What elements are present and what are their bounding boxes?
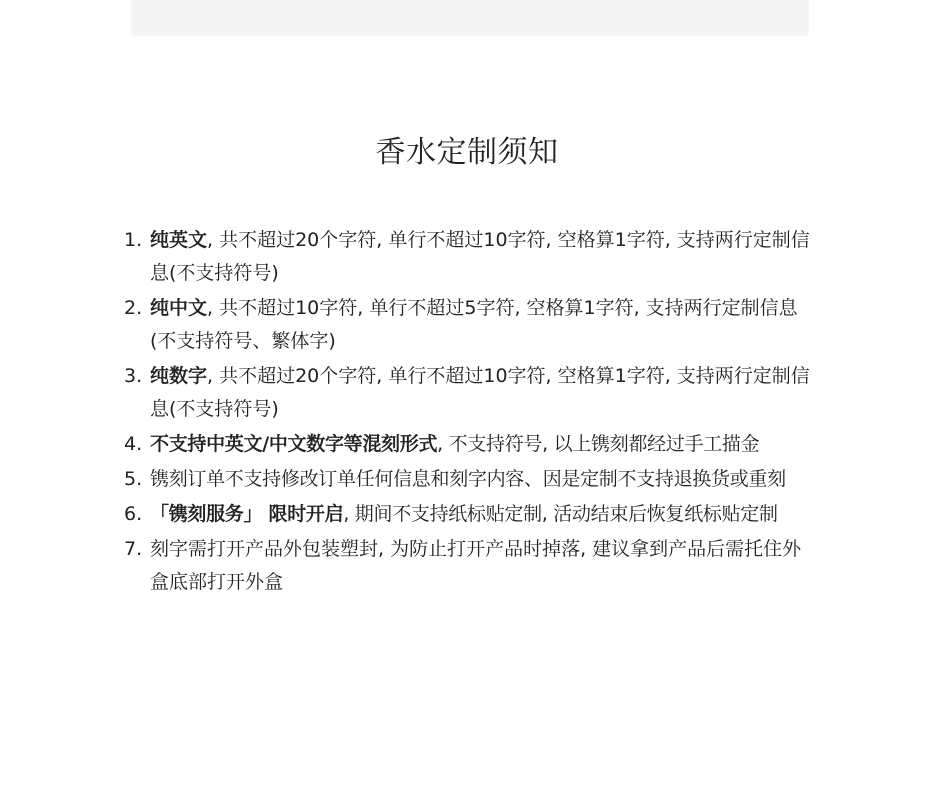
- item-emphasis: 纯英文: [150, 229, 208, 251]
- page-title: 香水定制须知: [375, 135, 559, 170]
- item-number: 6.: [124, 503, 143, 525]
- notice-item-5: [118, 463, 818, 496]
- item-number: 7.: [124, 538, 143, 560]
- notice-item-7: [118, 533, 818, 599]
- item-body: [150, 533, 818, 599]
- item-emphasis: 「镌刻服务」 限时开启: [150, 503, 344, 525]
- item-text: , 共不超过10字符, 单行不超过5字符, 空格算1字符, 支持两行定制信息(不支持符号、繁体字): [150, 297, 798, 352]
- item-number: 4.: [124, 433, 143, 455]
- top-banner-strip: [131, 0, 809, 36]
- item-body: [150, 360, 818, 426]
- item-text: , 不支持符号, 以上镌刻都经过手工描金: [437, 433, 760, 455]
- item-text: , 期间不支持纸标贴定制, 活动结束后恢复纸标贴定制: [343, 503, 778, 525]
- item-emphasis: 纯中文: [150, 297, 208, 319]
- item-emphasis: 纯数字: [150, 365, 208, 387]
- item-number: 1.: [124, 229, 143, 251]
- item-text: , 共不超过20个字符, 单行不超过10字符, 空格算1字符, 支持两行定制信息(不支持符号): [150, 229, 810, 284]
- item-body: [150, 428, 818, 461]
- item-text: 镌刻订单不支持修改订单任何信息和刻字内容、因是定制不支持退换货或重刻: [150, 468, 786, 490]
- item-body: [150, 292, 818, 358]
- item-number: 3.: [124, 365, 143, 387]
- item-number: 2.: [124, 297, 143, 319]
- notice-item-3: [118, 360, 818, 426]
- notice-item-4: [118, 428, 818, 461]
- item-body: [150, 463, 818, 496]
- notice-item-1: [118, 224, 818, 290]
- item-text: , 共不超过20个字符, 单行不超过10字符, 空格算1字符, 支持两行定制信息(不支持符号): [150, 365, 810, 420]
- notice-item-2: [118, 292, 818, 358]
- item-body: [150, 498, 818, 531]
- item-body: [150, 224, 818, 290]
- item-emphasis: 不支持中英文/中文数字等混刻形式: [150, 433, 438, 455]
- notice-list: [118, 224, 818, 601]
- notice-item-6: [118, 498, 818, 531]
- item-text: 刻字需打开产品外包装塑封, 为防止打开产品时掉落, 建议拿到产品后需托住外盒底部打开外盒: [150, 538, 802, 593]
- item-number: 5.: [124, 468, 143, 490]
